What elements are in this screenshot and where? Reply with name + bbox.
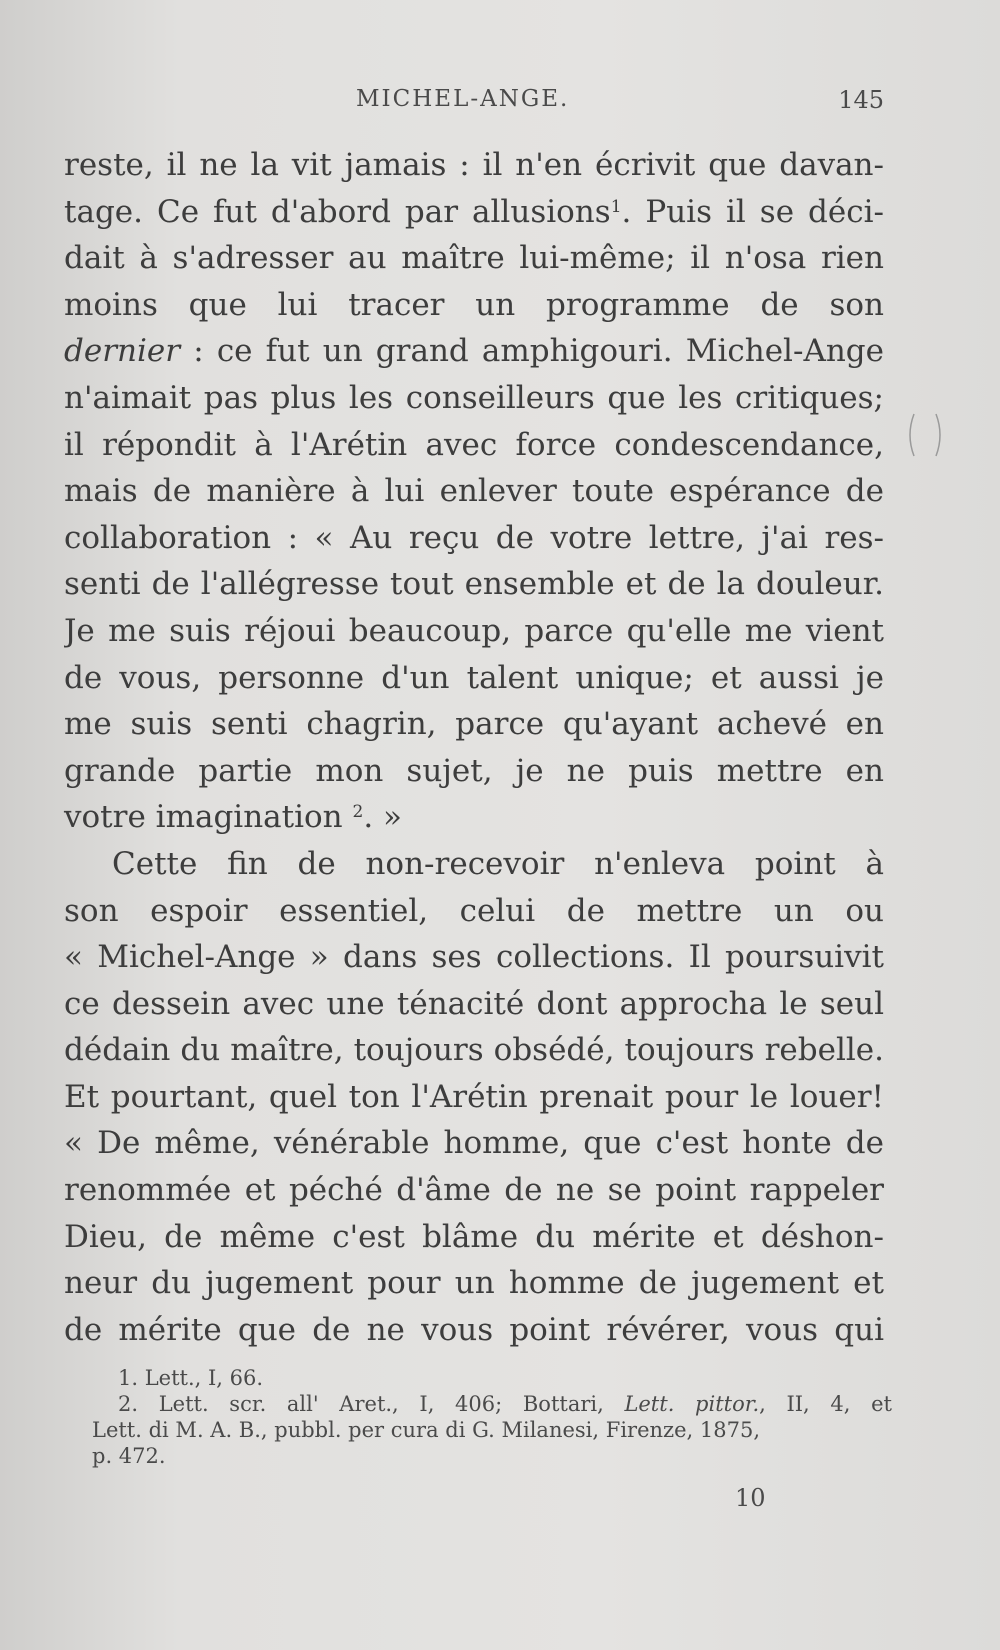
text-run: me suis senti chagrin, parce qu'ayant achevé en xyxy=(64,706,884,743)
text-line xyxy=(64,934,884,981)
text-line xyxy=(64,328,884,375)
text-line xyxy=(64,748,884,795)
text-line xyxy=(64,1027,884,1074)
text-run: moins que lui tracer un programme de son xyxy=(64,286,884,323)
text-line xyxy=(64,142,884,189)
text-run: mais de manière à lui enlever toute espérance de xyxy=(64,473,884,510)
footnote-2-line-3: p. 472. xyxy=(92,1444,166,1468)
text-line xyxy=(64,1260,884,1307)
text-run: grande partie mon sujet, je ne puis mettre en xyxy=(64,752,884,789)
text-run: . Puis il se déci- xyxy=(621,193,884,230)
text-line xyxy=(64,608,884,655)
text-line xyxy=(64,701,884,748)
footnote-reference: 2 xyxy=(352,802,364,823)
footnote-2-italic: Lett. pittor. xyxy=(624,1392,760,1416)
text-run: « Michel-Ange » dans ses collections. Il poursuivit xyxy=(64,939,884,976)
text-run: son espoir essentiel, celui de mettre un ou xyxy=(64,892,884,929)
text-run: n'aimait pas plus les conseilleurs que les critiques; xyxy=(64,379,884,416)
text-run: . » xyxy=(363,799,403,836)
text-line xyxy=(64,375,884,422)
text-run: il répondit à l'Arétin avec force condescendance, xyxy=(64,426,884,463)
text-run: : ce fut un grand amphigouri. Michel-Ange xyxy=(180,333,884,370)
text-run: de vous, personne d'un talent unique; et aussi je xyxy=(64,659,884,696)
text-run: reste, il ne la vit jamais : il n'en écrivit que davan- xyxy=(64,147,884,183)
text-line xyxy=(64,655,884,702)
text-line xyxy=(64,235,884,282)
text-run: Et pourtant, quel ton l'Arétin prenait pour le louer! xyxy=(64,1078,884,1115)
pencil-bracket-mark xyxy=(908,408,944,462)
text-line xyxy=(64,422,884,469)
signature-mark: 10 xyxy=(735,1484,766,1512)
text-line xyxy=(64,1214,884,1261)
text-run: renommée et péché d'âme de ne se point rappeler xyxy=(64,1172,884,1209)
footnote-2-line-2: Lett. di M. A. B., pubbl. per cura di G. Milanesi, Firenze, 1875, xyxy=(92,1418,760,1442)
text-line xyxy=(64,189,884,236)
text-run: senti de l'allégresse tout ensemble et de la douleur. xyxy=(64,566,884,603)
text-run: neur du jugement pour un homme de jugement et xyxy=(64,1265,884,1302)
text-line xyxy=(64,1120,884,1167)
text-line xyxy=(64,841,884,888)
text-line xyxy=(64,888,884,935)
body-text xyxy=(64,142,884,1353)
footnote-reference: 1 xyxy=(610,196,622,217)
text-run: votre imagination xyxy=(64,799,353,836)
text-line xyxy=(64,1307,884,1354)
footnote-1: 1. Lett., I, 66. xyxy=(118,1366,264,1390)
text-line xyxy=(64,1167,884,1214)
text-run: « De même, vénérable homme, que c'est honte de xyxy=(64,1125,884,1162)
text-line xyxy=(64,1074,884,1121)
text-line xyxy=(64,794,884,841)
text-run: de mérite que de ne vous point révérer, vous qui xyxy=(64,1311,884,1348)
text-run: dait à s'adresser au maître lui-même; il n'osa rien xyxy=(64,240,884,277)
text-line xyxy=(64,468,884,515)
page-number: 145 xyxy=(838,86,884,114)
text-run: dédain du maître, toujours obsédé, toujours rebelle. xyxy=(64,1032,884,1069)
page-header xyxy=(66,86,884,126)
running-title: MICHEL-ANGE. xyxy=(356,86,570,112)
text-run: Je me suis réjoui beaucoup, parce qu'elle me vient xyxy=(64,612,884,649)
text-line xyxy=(64,282,884,329)
text-run: Dieu, de même c'est blâme du mérite et déshon- xyxy=(64,1218,884,1255)
text-line xyxy=(64,515,884,562)
text-run: ce dessein avec une ténacité dont approcha le seul xyxy=(64,985,884,1022)
text-run: collaboration : « Au reçu de votre lettre, j'ai res- xyxy=(64,519,884,556)
text-run: Cette fin de non-recevoir n'enleva point à xyxy=(112,845,884,882)
text-line xyxy=(64,561,884,608)
footnote-2 xyxy=(92,1391,892,1417)
text-line xyxy=(64,981,884,1028)
footnote-2-line-1: 2. Lett. scr. all' Aret., I, 406; Bottari, Lett. pittor., II, 4, et xyxy=(118,1392,892,1416)
footnotes xyxy=(92,1365,892,1469)
text-run: tage. Ce fut d'abord par allusions xyxy=(64,193,611,230)
italic-text: dernier xyxy=(64,333,181,370)
